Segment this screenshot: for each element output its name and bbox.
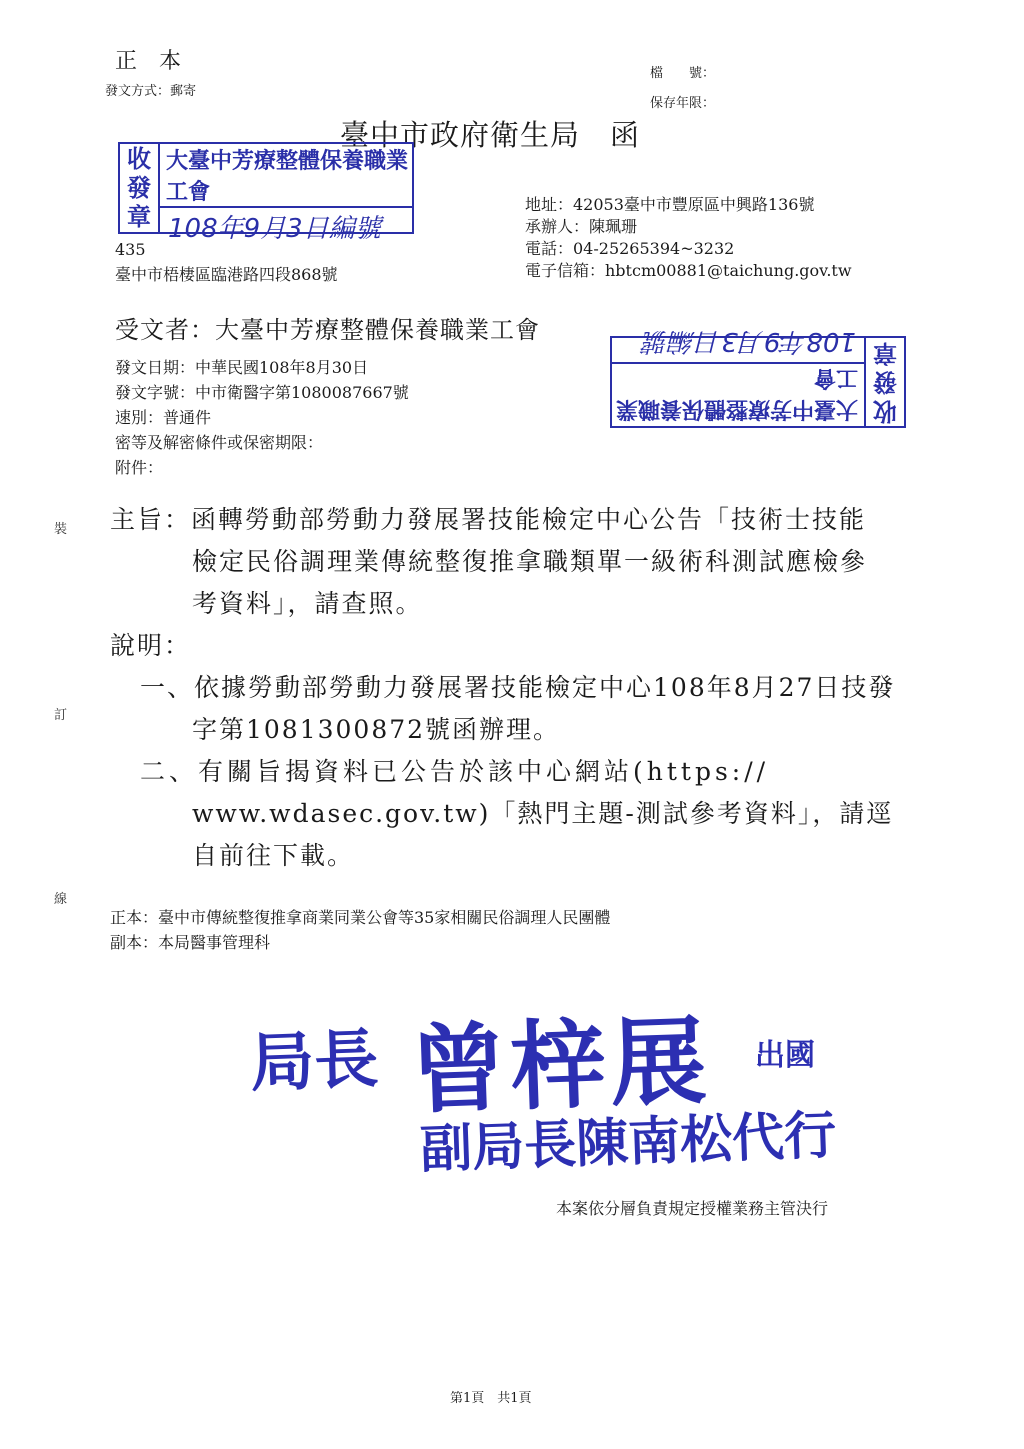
received-stamp [118,142,414,244]
stamp-char: 發 [127,173,151,202]
speed-class: 速別：普通件 [115,408,212,427]
distribution-original: 正本：臺中市傳統整復推拿商業同業公會等35家相關民俗調理人民團體 [110,908,611,927]
distribution-copy: 副本：本局醫事管理科 [110,933,271,952]
email: 電子信箱：hbtcm00881@taichung.gov.tw [525,261,852,280]
binding-mark: 裝 [54,522,68,537]
attachment: 附件： [115,458,164,477]
issue-date: 發文日期：中華民國108年8月30日 [115,358,369,377]
page-title: 臺中市政府衛生局 函 [340,118,641,152]
copy-type-label: 正 本 [115,49,182,74]
explanation-item: 一、依據勞動部勞動力發展署技能檢定中心108年8月27日技發 [140,673,896,702]
page-number: 第1頁 共1頁 [450,1391,532,1406]
retention-label: 保存年限： [650,96,716,111]
explanation-item: www.wdasec.gov.tw)「熱門主題-測試參考資料」，請逕 [192,799,894,828]
stamp-date: 108年9月3日編號 [168,214,381,244]
explanation-label: 說明： [110,631,192,660]
stamp-char: 收 [873,397,897,426]
stamp-char: 收 [127,144,151,173]
director-name-seal: 曾梓展 [408,1004,713,1128]
phone: 電話：04-25265394~3232 [525,239,735,258]
sender-address: 地址：42053臺中市豐原區中興路136號 [525,195,815,214]
deputy-seal: 副局長陳南松代行 [419,1105,838,1181]
recipient: 受文者：大臺中芳療整體保養職業工會 [115,316,540,344]
subject-line: 考資料」，請查照。 [192,589,423,618]
abroad-note-seal: 出國 [755,1038,815,1073]
send-method: 發文方式：郵寄 [105,84,197,99]
stamp-char: 發 [873,368,897,397]
secrecy-level: 密等及解密條件或保密期限： [115,433,324,452]
stamp-org: 大臺中芳療整體保養職業工會 [612,362,864,426]
explanation-item: 字第1081300872號函辦理。 [192,715,561,744]
stamp-date: 108年9月3日編號 [643,326,856,356]
handler: 承辦人：陳珮珊 [525,217,638,236]
director-title-seal: 局長 [248,1022,380,1102]
stamp-char: 章 [127,203,151,232]
received-stamp-rotated [610,326,906,428]
postal-code: 435 [115,240,146,259]
stamp-char: 章 [873,338,897,367]
document-number: 發文字號：中市衛醫字第1080087667號 [115,383,409,402]
stamp-org: 大臺中芳療整體保養職業工會 [160,144,412,208]
explanation-item: 二、有關旨揭資料已公告於該中心網站(https:// [140,757,770,786]
subject-line: 主旨：函轉勞動部勞動力發展署技能檢定中心公告「技術士技能 [110,505,867,534]
authority-note: 本案依分層負責規定授權業務主管決行 [556,1199,829,1218]
subject-line: 檢定民俗調理業傳統整復推拿職類單一級術科測試應檢參 [192,547,868,576]
binding-mark: 線 [54,892,68,907]
file-number-label: 檔 號： [650,66,716,81]
binding-mark: 訂 [54,708,68,723]
recipient-address: 臺中市梧棲區臨港路四段868號 [115,265,338,284]
explanation-item: 自前往下載。 [192,841,355,870]
